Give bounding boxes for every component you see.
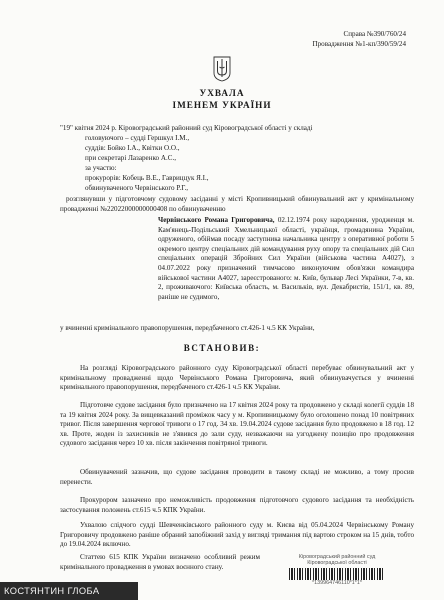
accused-details: 02.12.1974 року народження, уродженця м. Кам'янець-Подільський Хмельницької області, українця, громадянина України, одруженого, обіймав посаду заступника начальника центру з оперативної роботи 5 окремого центру спеціальних дій командування руху опору та спеціальних дій Сил спеціальних операцій Збройних Сил України (військова частина А4027), з 04.07.2022 року призначений тимчасово виконуючим обов'язки командира військової частини А4027, зареєстрованого: м. Київ, бульвар Лесі Українки, 7-в, кв. 2, проживаючого: Київська область, м. Васильків, вул. Декабристів, 151/1, кв. 89, раніше не судимого, (158, 216, 415, 301)
paragraph-4: Прокурором зазначено про неможливість продовження підготовчого судового засідання та необхідність застосування положень ст.615 ч.5 КПК України. (60, 496, 414, 514)
paragraph-2: Підготовче судове засідання було призначено на 17 квітня 2024 року та продовжено у складі колегії суддів 18 та 19 квітня 2024 року. За вищевказаний проміжок часу у м. Кропивницькому було оголошено понад 10 повітряних тривог. Після завершення чергової тривоги о 17 год. 34 хв. 19.04.2024 судове засідання було продовжено в 18 год. 12 хв. Проте, жоден із захисників не з'явився до зали суду, незважаючи на узгоджену позицію про продовження судового засідання через 10 хв. після закінчення повітряної тривоги. (60, 401, 414, 448)
judges: суддів: Бойко І.А., Квітки О.О., (85, 144, 180, 152)
prosecutors: прокурорів: Кобець В.Е., Гавриццук Я.І., (85, 174, 209, 182)
stamp-code: *139964746110*1*1* (312, 580, 362, 586)
paragraph-5: Ухвалою слідчого судді Шевченківського районного суду м. Києва від 05.04.2024 Червінському Роману Григоровичу продовжено раніше обраний запобіжний захід у вигляді тримання під вартою строком на 15 днів, тобто до 19.04.2024 включно. (60, 521, 414, 549)
defendant: обвинуваченого Червінського Р.Г., (85, 184, 189, 192)
document-subtitle: ІМЕНЕМ УКРАЇНИ (172, 100, 272, 110)
stamp-region: Кіровоградської області (307, 560, 367, 566)
secretary: при секретарі Лазаренко А.С., (85, 154, 177, 162)
accused-block (158, 216, 414, 302)
stamp-court: Кіровоградський районний суд (298, 554, 376, 560)
case-number: Справа №390/760/24 (343, 30, 406, 38)
charge-line: у вчиненні кримінального правопорушення, передбаченого ст.426-1 ч.5 КК України, (60, 324, 315, 332)
footer-caption: КОСТЯНТИН ГЛОБА (0, 582, 138, 600)
considering-paragraph: розглянувши у підготовчому судовому засіданні у місті Кропивницький обвинувальний акт у кримінальному провадженні №22022000000000408 по обвинуваченню (60, 195, 414, 213)
participants-label: за участю: (85, 164, 117, 172)
document-title: УХВАЛА (199, 88, 245, 98)
paragraph-1: На розгляді Кіровоградського районного суду Кіровоградської області перебуває обвинувальний акт у кримінальному провадженні щодо Червінського Романа Григоровича, який обвинувачується у вчиненні кримінального правопорушення, передбаченого ст.426-1 ч.5 КК України. (60, 364, 414, 392)
registry-stamp (266, 554, 408, 592)
presiding-judge: головуючого – судді Гершкул І.М., (85, 134, 190, 142)
established-heading: ВСТАНОВИВ: (183, 343, 261, 353)
date-line: "19" квітня 2024 р. Кіровоградський районний суд Кіровоградської області у складі (60, 124, 313, 132)
accused-name: Червінського Романа Григоровича, (158, 216, 275, 224)
paragraph-6: Статтею 615 КПК України визначено особливий режим кримінального провадження в умовах воєнного стану. (60, 553, 260, 571)
barcode-icon (289, 568, 385, 580)
paragraph-3: Обвинувачений зазначив, що судове засідання проводити в такому складі не можливо, а тому просив перенести. (60, 468, 414, 486)
proceeding-number: Провадження №1-кп/390/59/24 (312, 40, 406, 48)
coat-of-arms-icon (213, 56, 231, 82)
